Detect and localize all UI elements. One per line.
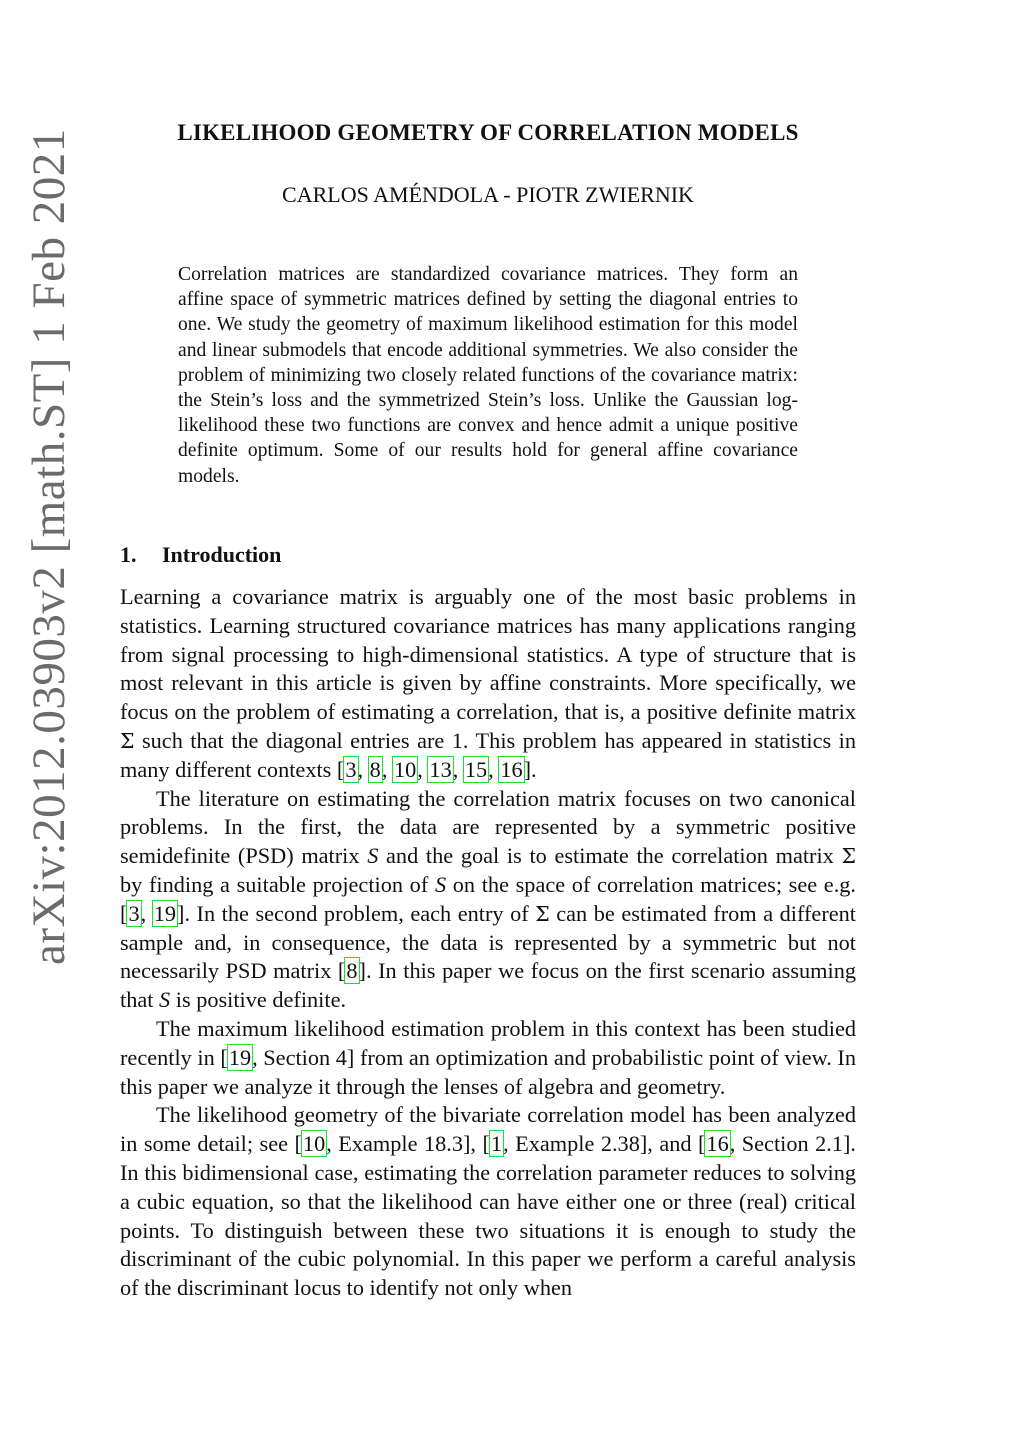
text-run: , Example 18.3], [ xyxy=(326,1131,490,1157)
text-run: , xyxy=(140,900,153,926)
sigma-symbol: Σ xyxy=(841,844,856,869)
section-title: Introduction xyxy=(162,542,282,567)
text-run: and the goal is to estimate the correlation matrix xyxy=(378,843,842,869)
section-number: 1. xyxy=(120,542,137,567)
text-run: ]. xyxy=(523,756,537,782)
paper-authors: CARLOS AMÉNDOLA - PIOTR ZWIERNIK xyxy=(282,182,694,207)
arxiv-identifier: arXiv:2012.03903v2 [math.ST] 1 Feb 2021 xyxy=(23,128,75,965)
paragraph-3 xyxy=(120,1015,856,1101)
text-run: ]. In this paper we focus on the first scenario assuming that xyxy=(120,958,856,1013)
paragraph-2 xyxy=(120,785,856,1015)
citation-link[interactable]: 15 xyxy=(464,756,488,782)
paper-title: LIKELIHOOD GEOMETRY OF CORRELATION MODELS xyxy=(177,120,799,145)
matrix-s: S xyxy=(367,843,379,869)
text-run: is positive definite. xyxy=(170,987,347,1013)
text-run: , xyxy=(417,756,429,782)
text-run: The maximum likelihood estimation problem in this context has been studied recently in [ xyxy=(120,1015,856,1070)
text-run: can be estimated from a different sample and, in consequence, the data is represented by a symmetric but not necessarily PSD matrix [ xyxy=(120,900,856,984)
text-run: on the space of correlation matrices; see e.g. [ xyxy=(120,871,857,926)
abstract: Correlation matrices are standardized covariance matrices. They form an affine space of symmetric matrices defined by setting the diagonal entries to one. We study the geometry of maximum likelihood estimation for this model and linear submodels that encode additional symmetries. We also consider the problem of minimizing two closely related functions of the covariance matrix: the Stein’s loss and the symmetrized Stein’s loss. Unlike the Gaussian log-likelihood these two functions are convex and hence admit a unique positive definite optimum. Some of our results hold for general affine covariance models. xyxy=(178,264,798,487)
text-run: , xyxy=(381,756,393,782)
citation-link[interactable]: 1 xyxy=(490,1131,503,1157)
sigma-symbol: Σ xyxy=(120,728,135,753)
citation-link[interactable]: 19 xyxy=(153,900,177,926)
text-run: The likelihood geometry of the bivariate correlation model has been analyzed in some detail; see [ xyxy=(120,1102,856,1157)
text-run: , Section 4] from an optimization and probabilistic point of view. In this paper we analyze it through the lenses of algebra and geometry. xyxy=(120,1044,857,1099)
text-run: ]. In the second problem, each entry of xyxy=(177,900,536,926)
citation-link[interactable]: 19 xyxy=(228,1044,252,1070)
citation-link[interactable]: 10 xyxy=(302,1131,326,1157)
paragraph-4 xyxy=(120,1101,856,1303)
text-run: , xyxy=(452,756,464,782)
matrix-s: S xyxy=(159,987,171,1013)
sigma-symbol: Σ xyxy=(535,901,550,926)
paragraph-1 xyxy=(120,583,856,785)
citation-link[interactable]: 8 xyxy=(346,958,358,984)
citation-link[interactable]: 10 xyxy=(393,756,417,782)
section-heading xyxy=(120,542,281,568)
citation-link[interactable]: 8 xyxy=(369,756,381,782)
text-run: by finding a suitable projection of xyxy=(120,871,435,897)
matrix-s: S xyxy=(434,871,447,897)
citation-link[interactable]: 16 xyxy=(706,1131,729,1157)
citation-list xyxy=(344,757,523,782)
text-run: , Example 2.38], and [ xyxy=(503,1131,706,1157)
body-text xyxy=(120,583,856,1303)
citation-link[interactable]: 13 xyxy=(429,756,452,782)
citation-link[interactable]: 16 xyxy=(500,756,523,782)
text-run: Learning a covariance matrix is arguably one of the most basic problems in statistics. Learning structured covariance matrices has many applications ranging from signal processing to high-dimensional statistics. A type of structure that is most relevant in this article is given by affine constraints. More specifically, we focus on the problem of estimating a correlation, that is, a positive definite matrix xyxy=(120,584,856,725)
text-run: , xyxy=(357,756,369,782)
text-run: , Section 2.1]. In this bidimensional case, estimating the correlation parameter reduces to solving a cubic equation, so that the likelihood can have either one or three (real) critical points. To distinguish between these two situations it is enough to study the discriminant of the cubic polynomial. In this paper we perform a careful analysis of the discriminant locus to identify not only when xyxy=(120,1131,856,1301)
text-run: , xyxy=(488,756,500,782)
text-run: such that the diagonal entries are 1. This problem has appeared in statistics in many different contexts [ xyxy=(120,727,856,782)
text-run: The literature on estimating the correlation matrix focuses on two canonical problems. In the first, the data are represented by a symmetric positive semidefinite (PSD) matrix xyxy=(120,785,856,869)
citation-link[interactable]: 3 xyxy=(128,900,140,926)
citation-link[interactable]: 3 xyxy=(345,756,357,782)
